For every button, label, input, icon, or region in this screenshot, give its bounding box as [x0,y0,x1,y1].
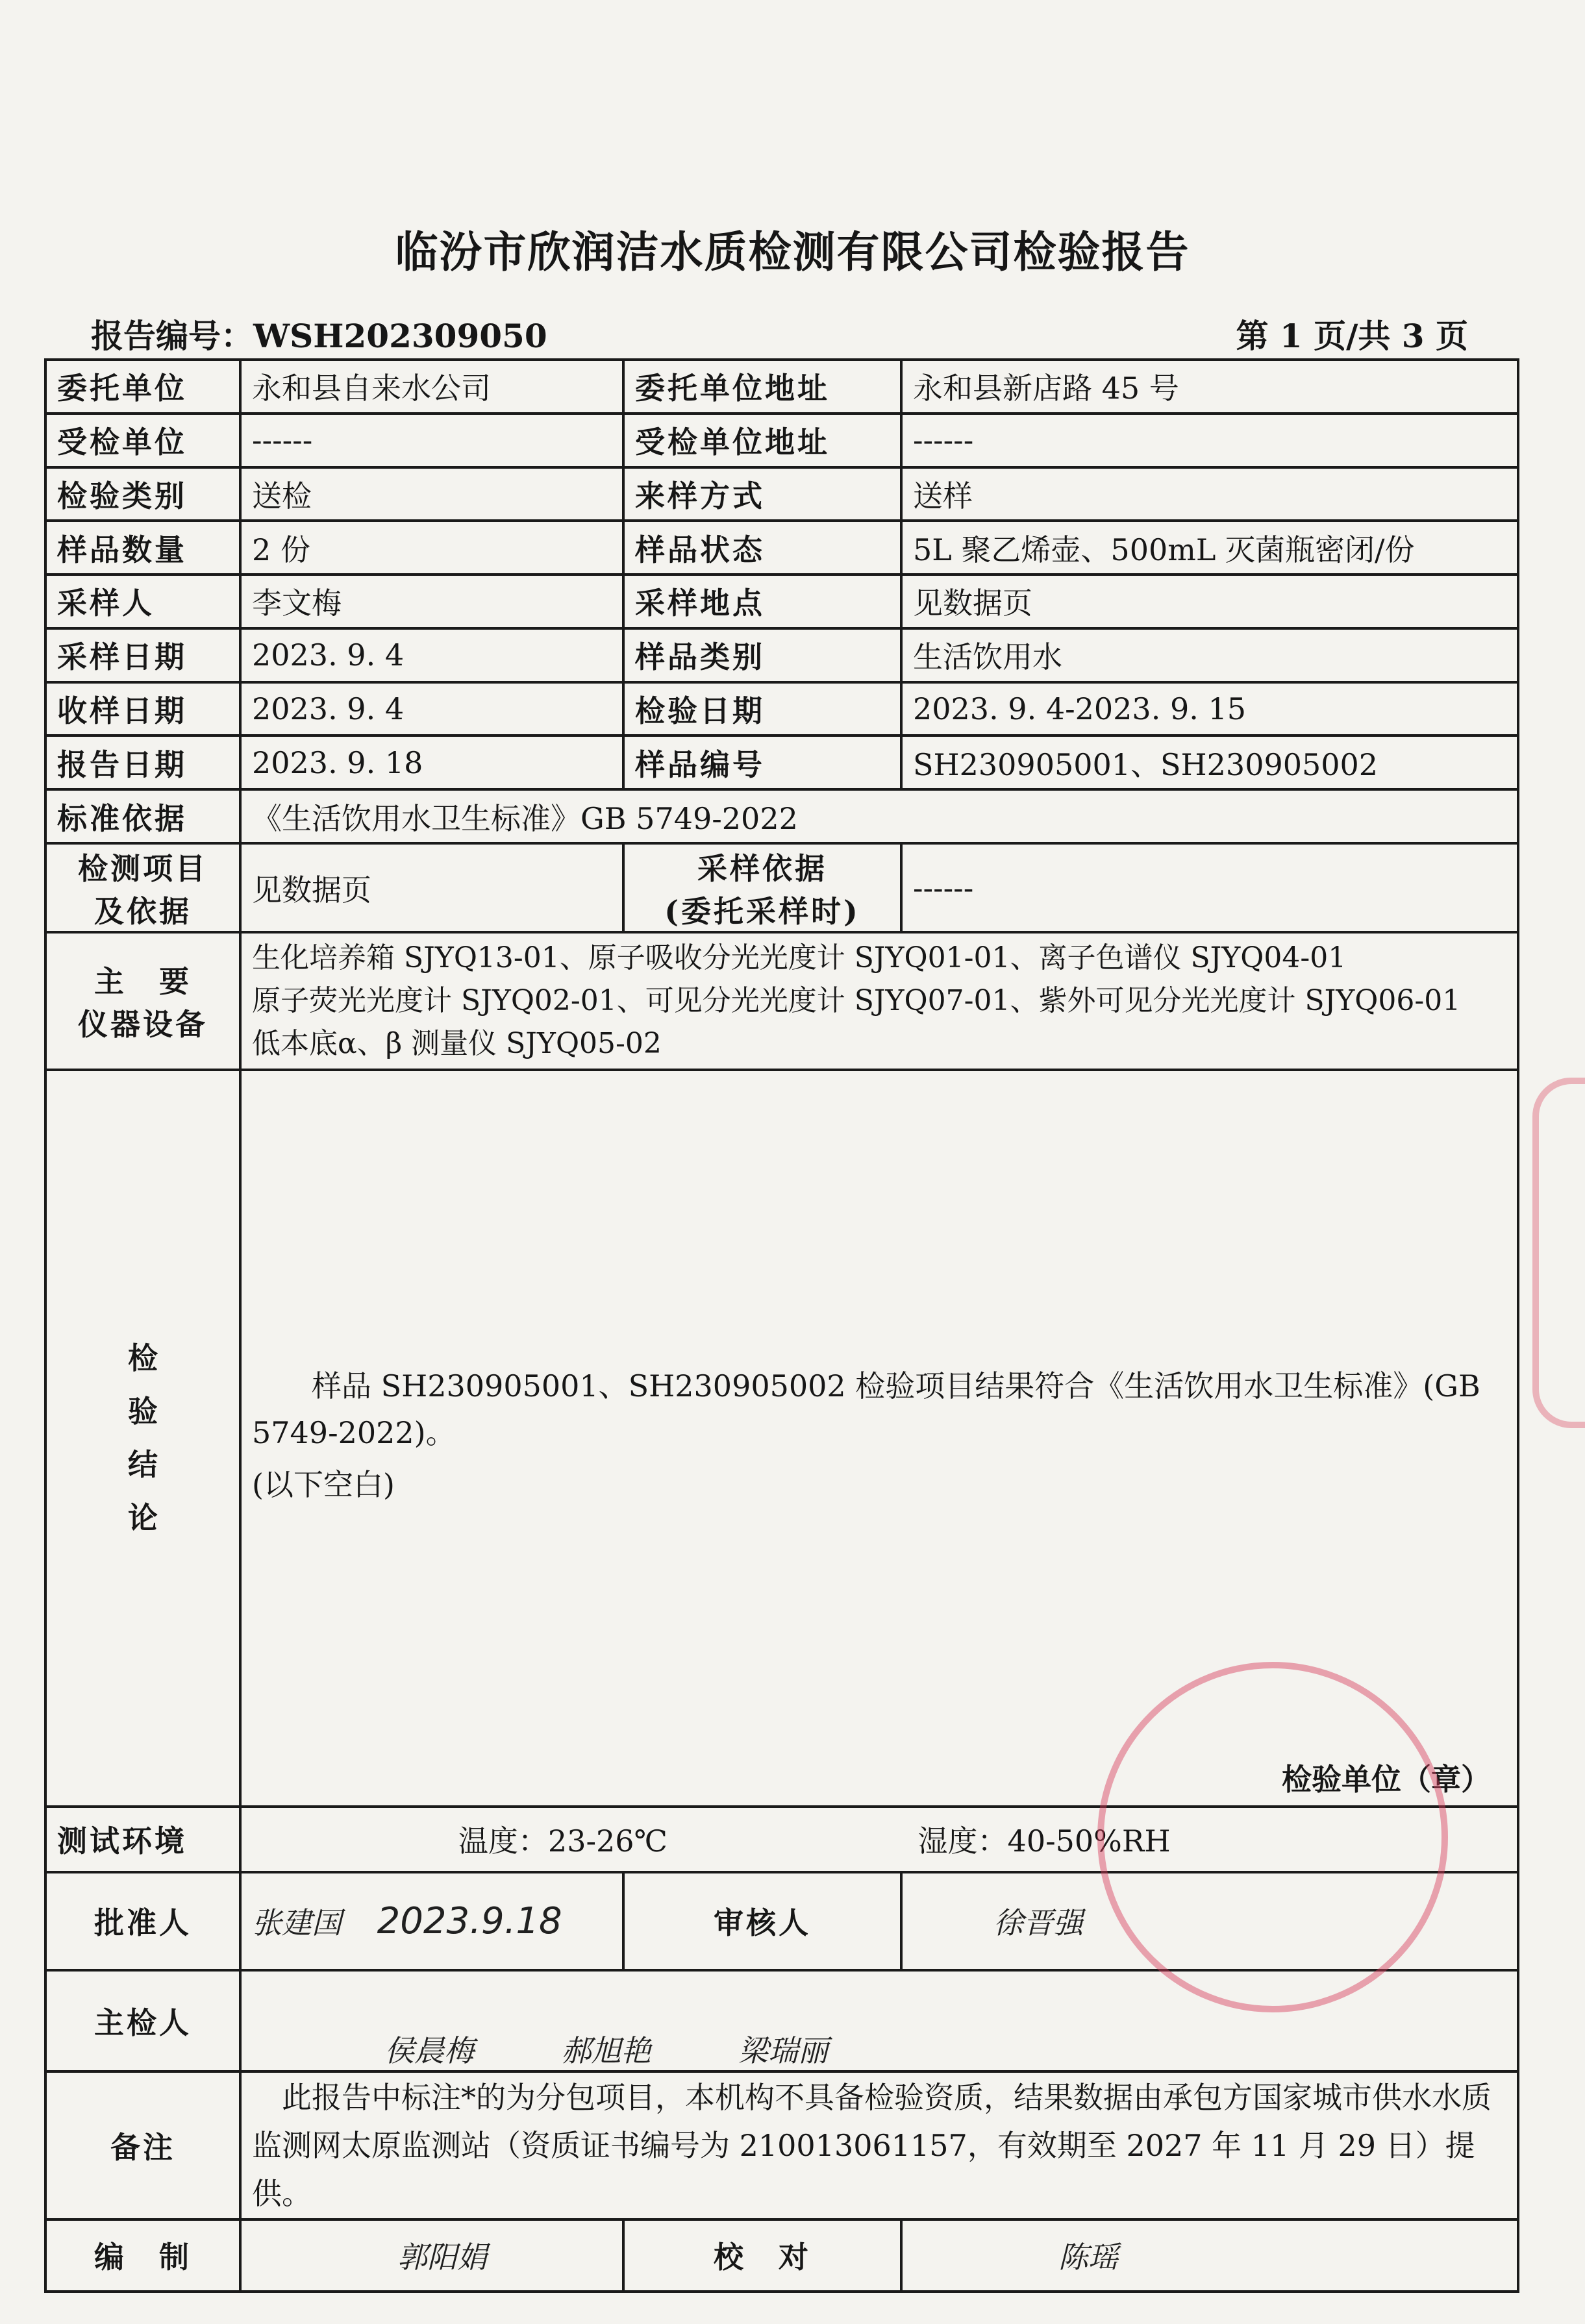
equipment-list [240,932,1518,1070]
sample-type-value: 生活饮用水 [901,628,1518,682]
sampling-date-value: 2023. 9. 4 [240,628,623,682]
test-items-label-line2: 及依据 [94,893,192,929]
inspected-address-label: 受检单位地址 [623,414,901,467]
inspected-unit-value: ------ [240,414,623,467]
conclusion-label-char: 检 [128,1341,158,1376]
approver-name: 张建国 [252,1905,342,1941]
compile-label: 编 制 [45,2219,240,2292]
equipment-line: 低本底α、β 测量仪 SJYQ05-02 [252,1027,662,1061]
standard-label: 标准依据 [45,789,240,843]
edge-seal-stamp [1532,1078,1585,1428]
conclusion-label-char: 结 [128,1447,158,1483]
report-number: 报告编号：WSH202309050 [91,317,547,355]
blank-below-note: (以下空白) [252,1467,395,1503]
conclusion-label-char: 验 [128,1394,158,1429]
test-items-label-line1: 检测项目 [78,850,208,886]
page-info: 第 1 页/共 3 页 [1236,317,1468,355]
approve-date: 2023.9.18 [377,1900,562,1943]
sample-number-value: SH230905001、SH230905002 [901,736,1518,789]
humidity: 湿度：40-50%RH [917,1823,1171,1859]
equipment-line: 生化培养箱 SJYQ13-01、原子吸收分光光度计 SJYQ01-01、离子色谱仪 SJYQ04-01 [252,941,1347,975]
sampling-site-value: 见数据页 [901,575,1518,628]
equipment-label-line1: 主 要 [94,964,192,1000]
receive-date-value: 2023. 9. 4 [240,682,623,736]
conclusion-label [45,1070,240,1807]
conclusion-body [240,1070,1518,1807]
report-title: 临汾市欣润洁水质检测有限公司检验报告 [395,227,1190,277]
sample-method-label: 来样方式 [623,467,901,521]
sampler-label: 采样人 [45,575,240,628]
test-items-label [45,843,240,932]
environment-label: 测试环境 [45,1807,240,1872]
report-date-value: 2023. 9. 18 [240,736,623,789]
sampling-basis-value: ------ [901,843,1518,932]
compile-signature: 郭阳娟 [240,2219,623,2292]
inspector-signature: 侯晨梅 [384,2033,474,2068]
reviewer-signature: 徐晋强 [901,1872,1518,1970]
test-items-value: 见数据页 [240,843,623,932]
sample-number-label: 样品编号 [623,736,901,789]
report-table [44,358,1517,2293]
inspected-unit-label: 受检单位 [45,414,240,467]
inspector-signature: 郝旭艳 [561,2033,651,2068]
category-value: 送检 [240,467,623,521]
equipment-label [45,932,240,1070]
conclusion-text: 样品 SH230905001、SH230905002 检验项目结果符合《生活饮用水卫生标准》(GB 5749-2022)。 [252,1368,1480,1451]
sampler-value: 李文梅 [240,575,623,628]
sample-type-label: 样品类别 [623,628,901,682]
reviewer-label: 审核人 [623,1872,901,1970]
check-label: 校 对 [623,2219,901,2292]
remark-label: 备注 [45,2071,240,2219]
sampling-basis-label-line1: 采样依据 [697,850,827,886]
conclusion-label-char: 论 [128,1500,158,1536]
category-label: 检验类别 [45,467,240,521]
inspector-signature: 梁瑞丽 [738,2033,829,2068]
client-address-value: 永和县新店路 45 号 [901,360,1518,414]
report-date-label: 报告日期 [45,736,240,789]
test-date-value: 2023. 9. 4-2023. 9. 15 [901,682,1518,736]
inspector-label: 主检人 [45,1970,240,2071]
client-value: 永和县自来水公司 [240,360,623,414]
standard-value: 《生活饮用水卫生标准》GB 5749-2022 [240,789,1518,843]
sampling-basis-label-line2: (委托采样时) [664,893,860,929]
approver-signature [240,1872,623,1970]
sample-state-label: 样品状态 [623,521,901,575]
equipment-label-line2: 仪器设备 [78,1007,208,1043]
sample-method-value: 送样 [901,467,1518,521]
client-label: 委托单位 [45,360,240,414]
sampling-basis-label [623,843,901,932]
inspected-address-value: ------ [901,414,1518,467]
quantity-label: 样品数量 [45,521,240,575]
sampling-site-label: 采样地点 [623,575,901,628]
remark-text: 此报告中标注*的为分包项目，本机构不具备检验资质，结果数据由承包方国家城市供水水质监测网太原监测站（资质证书编号为 210013061157，有效期至 2027 年 11 月 29 日）提供。 [240,2071,1518,2219]
sample-state-value: 5L 聚乙烯壶、500mL 灭菌瓶密闭/份 [901,521,1518,575]
inspector-signatures [240,1970,1518,2071]
environment-values [240,1807,1518,1872]
receive-date-label: 收样日期 [45,682,240,736]
temperature: 温度：23-26℃ [458,1823,668,1859]
check-signature: 陈瑶 [901,2219,1518,2292]
quantity-value: 2 份 [240,521,623,575]
inspection-unit-stamp-label: 检验单位（章） [1282,1761,1491,1797]
client-address-label: 委托单位地址 [623,360,901,414]
approver-label: 批准人 [45,1872,240,1970]
test-date-label: 检验日期 [623,682,901,736]
equipment-line: 原子荧光光度计 SJYQ02-01、可见分光光度计 SJYQ07-01、紫外可见分光光度计 SJYQ06-01 [252,984,1461,1018]
sampling-date-label: 采样日期 [45,628,240,682]
